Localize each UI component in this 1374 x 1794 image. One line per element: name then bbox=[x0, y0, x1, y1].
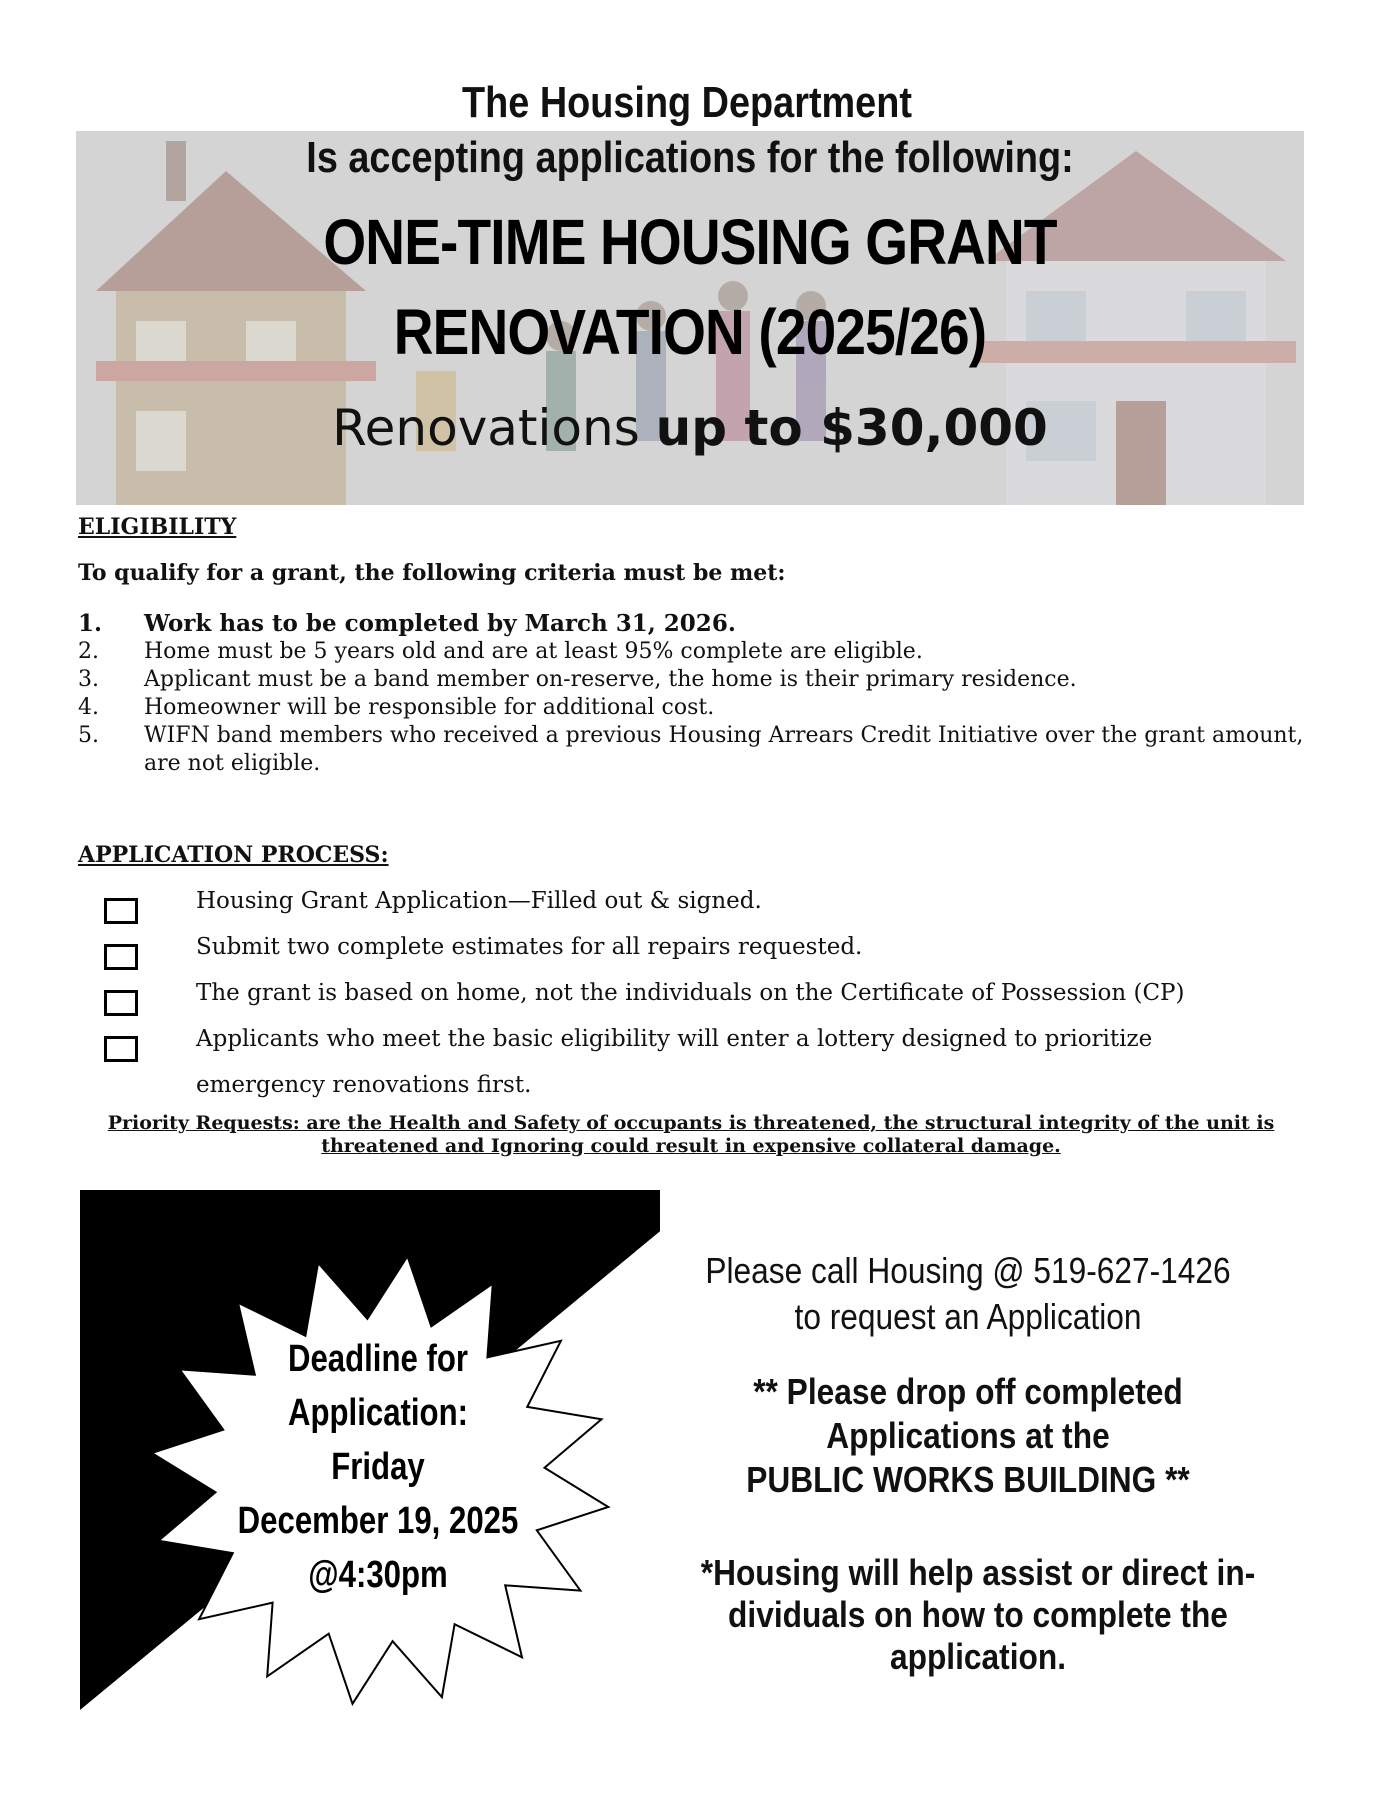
list-item bbox=[78, 722, 1308, 778]
item-number: 5. bbox=[78, 723, 99, 748]
eligibility-intro: To qualify for a grant, the following criteria must be met: bbox=[78, 560, 786, 586]
renovations-amount: up to $30,000 bbox=[655, 399, 1048, 457]
checklist-item bbox=[104, 1024, 1304, 1098]
assist-line: *Housing will help assist or direct in- bbox=[700, 1552, 1256, 1593]
eligibility-heading: ELIGIBILITY bbox=[78, 514, 237, 540]
item-text: WIFN band members who received a previous Housing Arrears Credit Initiative over the grant amount, are not eligible. bbox=[144, 723, 1304, 776]
grant-title-line1: ONE-TIME HOUSING GRANT bbox=[323, 206, 1057, 278]
assist-text bbox=[688, 1552, 1269, 1678]
deadline-text bbox=[230, 1332, 525, 1602]
checklist-item bbox=[104, 886, 1304, 932]
dropoff-line: Applications at the bbox=[826, 1415, 1110, 1456]
checklist-item bbox=[104, 932, 1304, 978]
deadline-line: Deadline for bbox=[287, 1338, 469, 1380]
item-text: Homeowner will be responsible for additional cost. bbox=[144, 695, 715, 720]
department-title: The Housing Department bbox=[462, 78, 912, 127]
deadline-line: @4:30pm bbox=[308, 1554, 448, 1596]
application-checklist bbox=[104, 886, 1304, 1098]
assist-line: application. bbox=[889, 1636, 1067, 1677]
header-banner bbox=[76, 131, 1304, 505]
application-process-heading: APPLICATION PROCESS: bbox=[78, 842, 389, 868]
list-item bbox=[78, 666, 1308, 694]
item-text: Applicant must be a band member on-reserve, the home is their primary residence. bbox=[144, 667, 1077, 692]
checklist-text: The grant is based on home, not the individuals on the Certificate of Possession (CP) bbox=[196, 980, 1185, 1006]
item-text: Home must be 5 years old and are at least 95% complete are eligible. bbox=[144, 639, 923, 664]
grant-title-line2: RENOVATION (2025/26) bbox=[393, 296, 987, 368]
checklist-text-continued: emergency renovations first. bbox=[196, 1072, 532, 1098]
item-number: 4. bbox=[78, 695, 99, 720]
accepting-subtitle: Is accepting applications for the following: bbox=[306, 133, 1074, 182]
dropoff-line: PUBLIC WORKS BUILDING ** bbox=[746, 1459, 1190, 1500]
assist-line: dividuals on how to complete the bbox=[728, 1594, 1228, 1635]
dropoff-text bbox=[686, 1370, 1249, 1502]
checkbox[interactable] bbox=[104, 944, 138, 970]
list-item bbox=[78, 610, 1308, 638]
list-item bbox=[78, 638, 1308, 666]
item-text: Work has to be completed by March 31, 2026. bbox=[144, 610, 736, 637]
deadline-line: Friday bbox=[331, 1446, 425, 1488]
call-housing-text bbox=[686, 1248, 1249, 1340]
eligibility-list bbox=[78, 610, 1308, 778]
deadline-line: Application: bbox=[287, 1392, 469, 1434]
list-item bbox=[78, 694, 1308, 722]
renovation-amount bbox=[76, 399, 1304, 457]
item-number: 3. bbox=[78, 667, 99, 692]
checklist-text: Housing Grant Application—Filled out & signed. bbox=[196, 888, 762, 914]
item-number: 1. bbox=[78, 610, 103, 637]
checkbox[interactable] bbox=[104, 1036, 138, 1062]
item-number: 2. bbox=[78, 639, 99, 664]
deadline-line: December 19, 2025 bbox=[237, 1500, 519, 1542]
checklist-text: Applicants who meet the basic eligibility will enter a lottery designed to prioritize bbox=[196, 1026, 1153, 1052]
call-line: Please call Housing @ 519-627-1426 bbox=[705, 1250, 1231, 1291]
checkbox[interactable] bbox=[104, 898, 138, 924]
checklist-text: Submit two complete estimates for all repairs requested. bbox=[196, 934, 863, 960]
dropoff-line: ** Please drop off completed bbox=[753, 1371, 1183, 1412]
checkbox[interactable] bbox=[104, 990, 138, 1016]
renovations-prefix: Renovations bbox=[332, 399, 656, 457]
call-line: to request an Application bbox=[794, 1296, 1142, 1337]
checklist-item bbox=[104, 978, 1304, 1024]
priority-requests-note: Priority Requests: are the Health and Safety of occupants is threatened, the structural integrity of the unit is threatened and Ignoring could result in expensive collateral damage. bbox=[107, 1112, 1275, 1157]
